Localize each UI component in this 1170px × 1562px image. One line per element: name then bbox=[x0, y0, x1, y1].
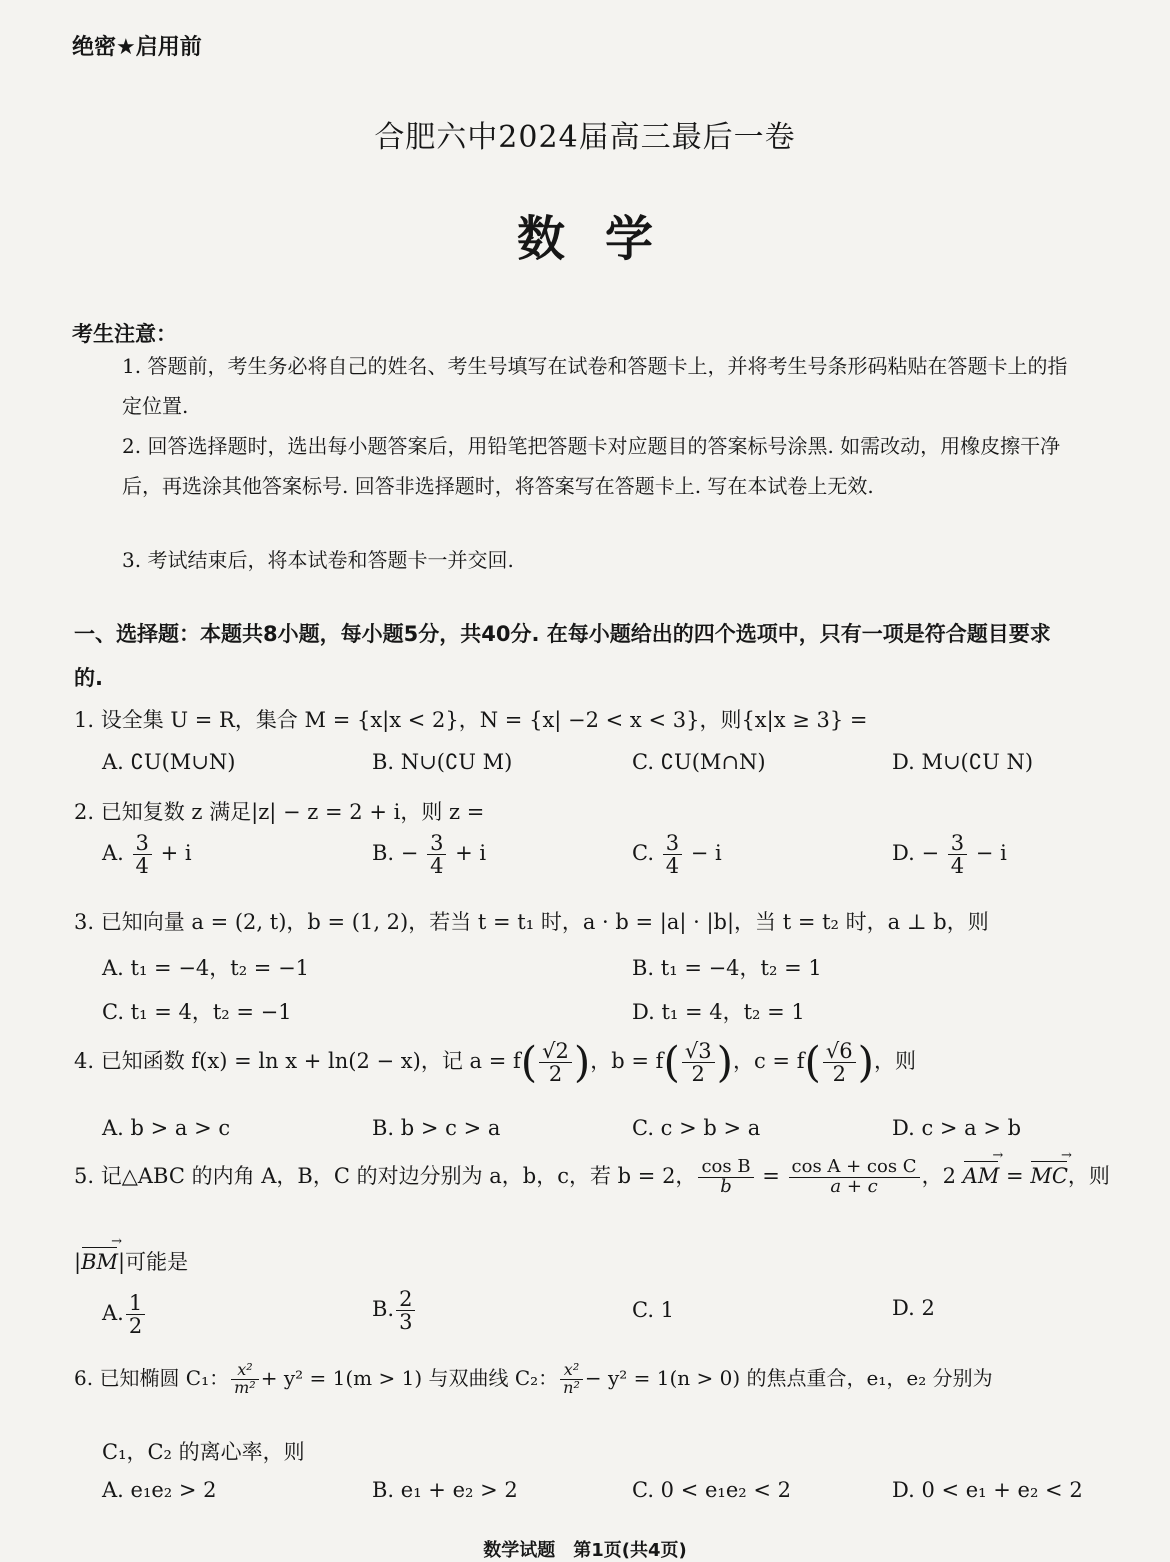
numerator: 1 bbox=[126, 1292, 145, 1315]
question-3-option-b: B. t₁ = −4，t₂ = 1 bbox=[632, 956, 822, 980]
question-5-stem-end: ，则 bbox=[1067, 1163, 1110, 1188]
notice-item-3: 3. 考试结束后，将本试卷和答题卡一并交回. bbox=[122, 548, 514, 572]
question-4-stem bbox=[74, 1037, 917, 1087]
equals-sign: = bbox=[762, 1163, 780, 1188]
notice-item-1: 1. 答题前，考生务必将自己的姓名、考生号填写在试卷和答题卡上，并将考生号条形码粘贴在答题卡上的指定位置. bbox=[122, 354, 1068, 418]
fraction-b bbox=[682, 1040, 715, 1085]
question-4-stem-end: ，则 bbox=[874, 1049, 917, 1074]
question-1-option-d: D. M∪(∁U N) bbox=[892, 750, 1034, 774]
option-a-suffix: + i bbox=[160, 841, 192, 866]
fraction-c bbox=[823, 1040, 856, 1085]
fraction-x2-n2 bbox=[560, 1362, 583, 1397]
denominator: 2 bbox=[691, 1062, 705, 1087]
subject-title: 数学 bbox=[516, 211, 693, 267]
denominator: 4 bbox=[135, 854, 149, 879]
question-2-stem: 2. 已知复数 z 满足|z| − z = 2 + i，则 z = bbox=[74, 800, 485, 824]
notice-item-2: 2. 回答选择题时，选出每小题答案后，用铅笔把答题卡对应题目的答案标号涂黑. 如需改动，用橡皮擦干净后，再选涂其他答案标号. 回答非选择题时，将答案写在答题卡上. 写在本试卷上无效. bbox=[122, 434, 1061, 498]
question-2-option-b bbox=[372, 832, 486, 877]
numerator: √6 bbox=[823, 1040, 856, 1063]
vector-bm: BM → bbox=[81, 1250, 118, 1274]
abs-bar-left: | bbox=[74, 1250, 82, 1274]
left-paren: ( bbox=[663, 1037, 680, 1087]
question-6-option-d: D. 0 < e₁ + e₂ < 2 bbox=[892, 1478, 1083, 1502]
vector-mc: MC → bbox=[1030, 1164, 1068, 1188]
question-5-vec-prefix: ，2 bbox=[921, 1163, 956, 1188]
question-4-option-a: A. b > a > c bbox=[102, 1116, 231, 1140]
question-5-stem-start: 5. 记△ABC 的内角 A，B，C 的对边分别为 a，b，c，若 b = 2， bbox=[74, 1163, 697, 1188]
question-4-sep-b: ，b = f bbox=[590, 1049, 664, 1074]
fraction bbox=[948, 832, 967, 877]
question-3-stem: 3. 已知向量 a = (2, t)，b = (1, 2)，若当 t = t₁ 时，a · b = |a| · |b|，当 t = t₂ 时，a ⊥ b，则 bbox=[74, 910, 989, 934]
option-c-suffix: − i bbox=[690, 841, 722, 866]
fraction bbox=[133, 832, 152, 877]
option-d-prefix: D. − bbox=[892, 841, 940, 866]
question-2-option-c bbox=[632, 832, 722, 877]
question-6-stem bbox=[74, 1362, 993, 1397]
question-3-option-d: D. t₁ = 4，t₂ = 1 bbox=[632, 1000, 805, 1024]
numerator: 3 bbox=[133, 832, 152, 855]
right-paren: ) bbox=[857, 1037, 875, 1087]
numerator: √2 bbox=[539, 1040, 572, 1063]
option-b-suffix: + i bbox=[455, 841, 487, 866]
numerator: cos B bbox=[698, 1158, 753, 1178]
option-c-prefix: C. bbox=[632, 841, 654, 866]
question-1-option-b: B. N∪(∁U M) bbox=[372, 750, 513, 774]
question-3-option-a: A. t₁ = −4，t₂ = −1 bbox=[102, 956, 310, 980]
fraction-x2-m2 bbox=[231, 1362, 259, 1397]
denominator: 3 bbox=[399, 1310, 413, 1335]
option-b-prefix: B. bbox=[372, 1297, 395, 1322]
option-a-prefix: A. bbox=[102, 1301, 124, 1326]
denominator: 2 bbox=[128, 1314, 143, 1339]
question-5-stem bbox=[74, 1158, 1110, 1197]
fraction-cosa-cosc bbox=[789, 1158, 920, 1197]
school-title: 合肥六中2024届高三最后一卷 bbox=[374, 120, 796, 155]
option-a-prefix: A. bbox=[102, 841, 124, 866]
question-6-part-2: + y² = 1(m > 1) 与双曲线 C₂： bbox=[260, 1366, 559, 1390]
question-1-option-c: C. ∁U(M∩N) bbox=[632, 750, 766, 774]
question-3-option-c: C. t₁ = 4，t₂ = −1 bbox=[102, 1000, 292, 1024]
question-6-part-3: − y² = 1(n > 0) 的焦点重合，e₁，e₂ 分别为 bbox=[584, 1366, 993, 1390]
fraction-cosb-b bbox=[698, 1158, 753, 1197]
notice-title: 考生注意： bbox=[72, 322, 177, 346]
fraction bbox=[126, 1292, 145, 1337]
numerator: 2 bbox=[396, 1288, 415, 1311]
fraction bbox=[663, 832, 682, 877]
denominator: 2 bbox=[832, 1062, 846, 1087]
numerator: x² bbox=[560, 1362, 583, 1380]
abs-bar-right: | bbox=[118, 1250, 126, 1274]
question-6-option-b: B. e₁ + e₂ > 2 bbox=[372, 1478, 518, 1502]
radicand: 3 bbox=[698, 1039, 712, 1063]
question-6-part-1: 6. 已知椭圆 C₁： bbox=[74, 1366, 230, 1390]
question-4-option-c: C. c > b > a bbox=[632, 1116, 761, 1140]
question-2-option-a bbox=[102, 832, 192, 877]
denominator: b bbox=[720, 1175, 732, 1197]
fraction bbox=[427, 832, 446, 877]
confidential-label: 绝密★启用前 bbox=[72, 35, 202, 60]
numerator: cos A + cos C bbox=[789, 1158, 920, 1178]
question-1-option-a: A. ∁U(M∪N) bbox=[102, 750, 236, 774]
denominator: n² bbox=[563, 1378, 580, 1397]
question-5-option-a bbox=[102, 1292, 147, 1337]
numerator: 3 bbox=[663, 832, 682, 855]
numerator: √3 bbox=[682, 1040, 715, 1063]
question-4-sep-c: ，c = f bbox=[733, 1049, 805, 1074]
question-1-stem: 1. 设全集 U = R，集合 M = {x|x < 2}，N = {x| −2 < x < 3}，则{x|x ≥ 3} = bbox=[74, 708, 868, 732]
denominator: 2 bbox=[548, 1062, 563, 1087]
question-5-option-d: D. 2 bbox=[892, 1296, 935, 1320]
question-4-option-d: D. c > a > b bbox=[892, 1116, 1022, 1140]
denominator: 4 bbox=[950, 854, 965, 879]
question-5-option-c: C. 1 bbox=[632, 1298, 675, 1322]
vector-equals: = bbox=[1006, 1163, 1024, 1188]
question-2-option-d bbox=[892, 832, 1007, 877]
denominator: a + c bbox=[830, 1175, 878, 1197]
page-footer: 数学试题 第1页(共4页) bbox=[483, 1540, 687, 1561]
option-b-prefix: B. − bbox=[372, 841, 419, 866]
question-5-line-2-text: 可能是 bbox=[125, 1250, 189, 1274]
denominator: 4 bbox=[665, 854, 680, 879]
question-6-option-c: C. 0 < e₁e₂ < 2 bbox=[632, 1478, 791, 1502]
numerator: 3 bbox=[427, 832, 446, 855]
question-5-option-b bbox=[372, 1288, 417, 1333]
question-6-option-a: A. e₁e₂ > 2 bbox=[102, 1478, 217, 1502]
question-4-stem-start: 4. 已知函数 f(x) = ln x + ln(2 − x)，记 a = f bbox=[74, 1049, 521, 1074]
numerator: x² bbox=[231, 1362, 259, 1380]
vector-am: AM → bbox=[963, 1164, 1000, 1188]
right-paren: ) bbox=[716, 1037, 733, 1087]
radicand: 6 bbox=[839, 1039, 853, 1063]
radicand: 2 bbox=[555, 1039, 569, 1063]
left-paren: ( bbox=[804, 1037, 821, 1087]
question-5-line-2 bbox=[74, 1246, 188, 1276]
numerator: 3 bbox=[948, 832, 967, 855]
right-paren: ) bbox=[573, 1037, 591, 1087]
question-6-line-2: C₁，C₂ 的离心率，则 bbox=[102, 1440, 305, 1464]
question-4-option-b: B. b > c > a bbox=[372, 1116, 501, 1140]
fraction-a bbox=[539, 1040, 572, 1085]
denominator: m² bbox=[234, 1378, 256, 1397]
fraction bbox=[396, 1288, 415, 1333]
section-title: 一、选择题：本题共8小题，每小题5分，共40分. 在每小题给出的四个选项中，只有一项是符合题目要求的. bbox=[74, 622, 1051, 690]
denominator: 4 bbox=[430, 854, 444, 879]
option-d-suffix: − i bbox=[975, 841, 1007, 866]
left-paren: ( bbox=[520, 1037, 538, 1087]
